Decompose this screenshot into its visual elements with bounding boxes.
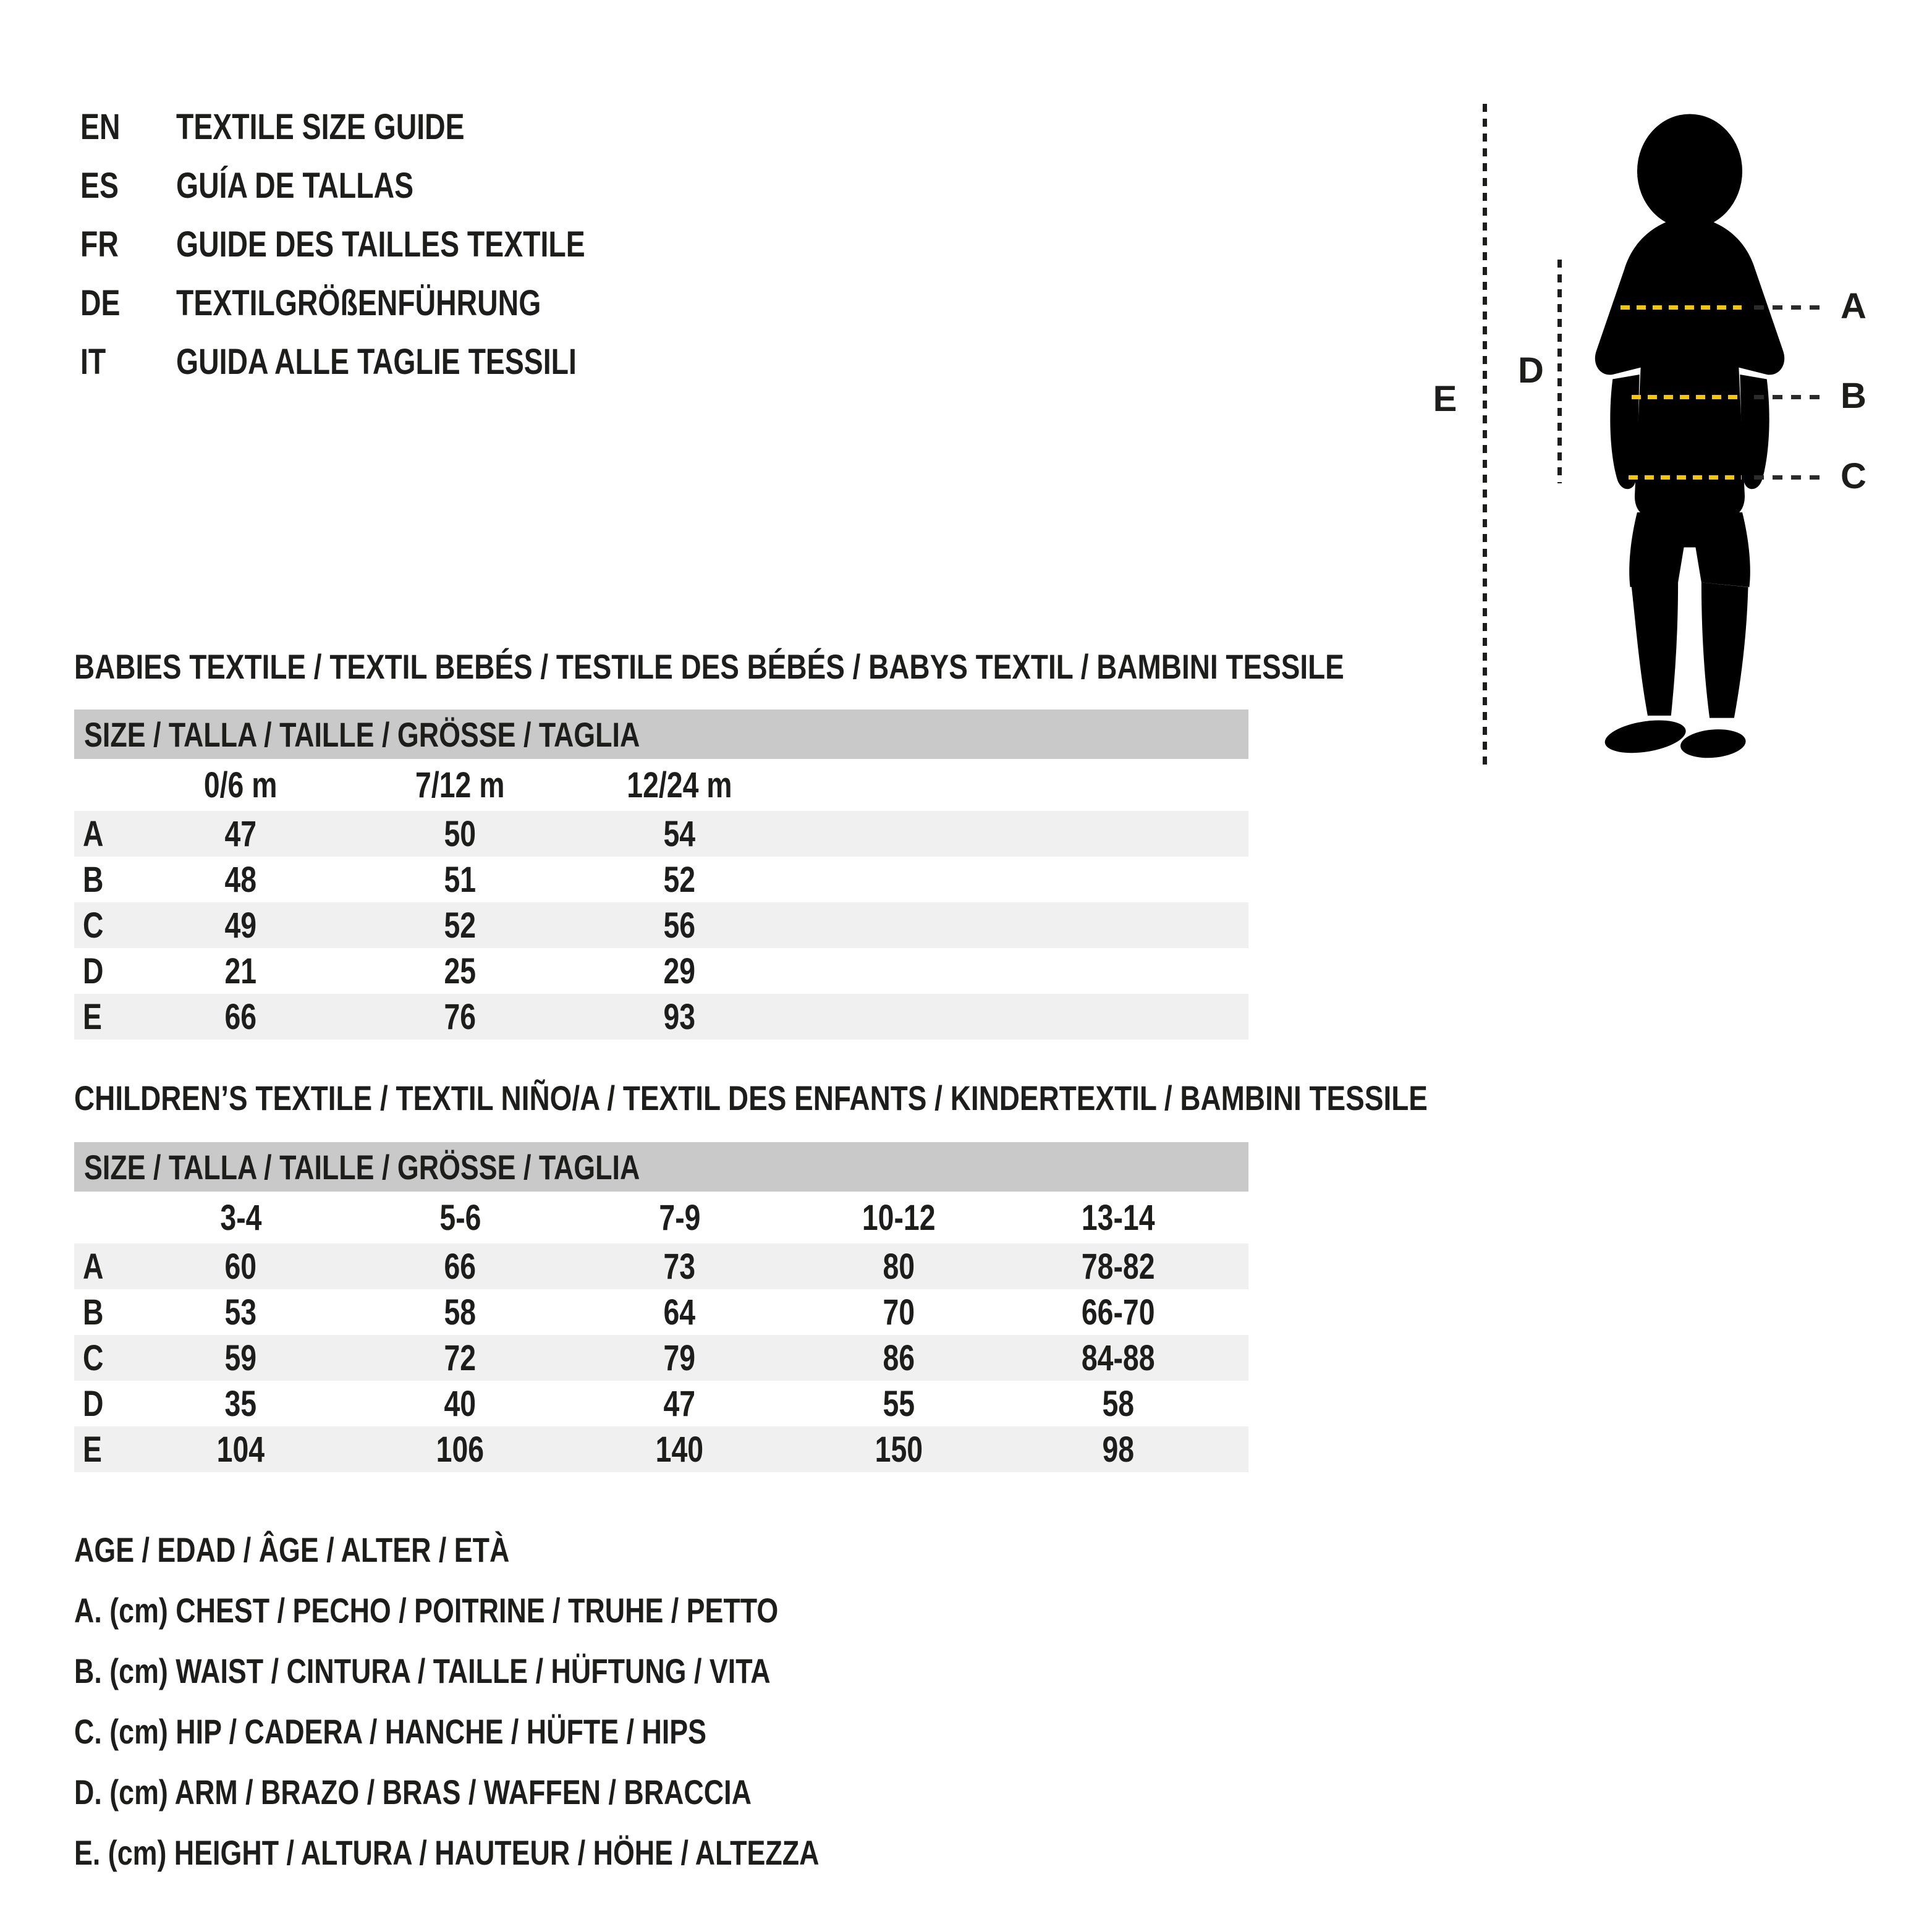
measure-label-d: D [1518,350,1544,391]
cell-value: 86 [883,1337,915,1378]
legend-line-arm: D. (cm) ARM / BRAZO / BRAS / WAFFEN / BRACCIA [74,1772,752,1811]
column-header: 10-12 [862,1197,936,1238]
column-header: 13-14 [1082,1197,1155,1238]
cell-value: 104 [216,1429,265,1470]
cell-value: 70 [883,1292,915,1332]
cell-value: 66-70 [1082,1292,1155,1332]
table-row-e [74,1426,1248,1472]
cell-value: 52 [444,905,477,946]
column-header: 3-4 [219,1197,262,1238]
babies-section-title: BABIES TEXTILE / TEXTIL BEBÉS / TESTILE DES BÉBÉS / BABYS TEXTIL / BAMBINI TESSILE [74,647,1344,686]
lang-title: GUIDA ALLE TAGLIE TESSILI [176,342,577,382]
lang-code: DE [80,283,121,323]
measure-label-e: E [1433,379,1457,419]
table-row-a [74,1244,1248,1289]
lang-code: FR [80,224,119,265]
legend-line-hip: C. (cm) HIP / CADERA / HANCHE / HÜFTE / HIPS [74,1711,707,1751]
cell-value: 60 [224,1246,257,1287]
children-section-title: CHILDREN’S TEXTILE / TEXTIL NIÑO/A / TEXTIL DES ENFANTS / KINDERTEXTIL / BAMBINI TESSILE [74,1078,1428,1117]
lang-title: TEXTILE SIZE GUIDE [176,107,465,147]
cell-value: 64 [663,1292,696,1332]
cell-value: 50 [444,813,477,854]
babies-size-table [74,710,1248,1040]
cell-value: 150 [875,1429,923,1470]
cell-value: 21 [224,951,257,991]
table-row-a [74,811,1248,857]
table-row-d [74,1381,1248,1426]
cell-value: 59 [224,1337,257,1378]
lang-code: EN [80,107,121,147]
table-row-b [74,1289,1248,1335]
legend-line-height: E. (cm) HEIGHT / ALTURA / HAUTEUR / HÖHE / ALTEZZA [74,1832,820,1872]
column-header: 7-9 [658,1197,701,1238]
cell-value: 80 [883,1246,915,1287]
cell-value: 79 [663,1337,696,1378]
cell-value: 55 [883,1383,915,1424]
legend-line-age: AGE / EDAD / ÂGE / ALTER / ETÀ [74,1530,510,1569]
column-header: 12/24 m [627,765,732,805]
arm-measure-line [1557,260,1562,483]
children-size-table [74,1142,1248,1472]
size-header-bar: SIZE / TALLA / TAILLE / GRÖSSE / TAGLIA [74,710,1248,759]
table-row-b [74,857,1248,902]
chest-measure-dash-yellow [1621,305,1742,310]
row-label: C [83,905,104,946]
children-column-headers [74,1192,1248,1244]
cell-value: 73 [663,1246,696,1287]
cell-value: 54 [663,813,696,854]
row-label: E [83,996,102,1037]
cell-value: 47 [224,813,257,854]
measurement-legend [74,1519,1006,1883]
cell-value: 35 [224,1383,257,1424]
lang-code: ES [80,166,119,206]
cell-value: 76 [444,996,477,1037]
cell-value: 56 [663,905,696,946]
legend-line-waist: B. (cm) WAIST / CINTURA / TAILLE / HÜFTUNG / VITA [74,1651,771,1690]
cell-value: 58 [1102,1383,1135,1424]
lang-code: IT [80,342,106,382]
size-header-bar: SIZE / TALLA / TAILLE / GRÖSSE / TAGLIA [74,1142,1248,1192]
babies-column-headers [74,759,1248,811]
cell-value: 51 [444,859,477,900]
cell-value: 58 [444,1292,477,1332]
cell-value: 66 [224,996,257,1037]
cell-value: 25 [444,951,477,991]
cell-value: 106 [436,1429,485,1470]
chest-measure-dash-dark [1754,305,1826,310]
row-label: D [83,951,104,991]
waist-measure-dash-yellow [1632,395,1740,399]
cell-value: 47 [663,1383,696,1424]
column-header: 7/12 m [415,765,505,805]
measure-label-b: B [1841,376,1866,416]
row-label: E [83,1429,102,1470]
lang-title: GUÍA DE TALLAS [176,166,414,206]
row-label: D [83,1383,104,1424]
row-label: C [83,1337,104,1378]
measure-label-c: C [1841,456,1866,496]
cell-value: 53 [224,1292,257,1332]
cell-value: 98 [1102,1429,1135,1470]
hip-measure-dash-dark [1754,475,1826,480]
table-row-e [74,994,1248,1040]
table-row-c [74,902,1248,948]
row-label: B [83,1292,104,1332]
cell-value: 49 [224,905,257,946]
legend-line-chest: A. (cm) CHEST / PECHO / POITRINE / TRUHE / PETTO [74,1590,779,1630]
cell-value: 66 [444,1246,477,1287]
row-label: A [83,813,104,854]
cell-value: 48 [224,859,257,900]
cell-value: 78-82 [1082,1246,1155,1287]
cell-value: 93 [663,996,696,1037]
table-row-d [74,948,1248,994]
cell-value: 40 [444,1383,477,1424]
row-label: B [83,859,104,900]
hip-measure-dash-yellow [1629,475,1742,480]
cell-value: 84-88 [1082,1337,1155,1378]
cell-value: 52 [663,859,696,900]
table-row-c [74,1335,1248,1381]
lang-title: TEXTILGRÖßENFÜHRUNG [176,283,541,323]
cell-value: 29 [663,951,696,991]
lang-title: GUIDE DES TAILLES TEXTILE [176,224,585,265]
waist-measure-dash-dark [1754,395,1826,399]
cell-value: 140 [655,1429,704,1470]
cell-value: 72 [444,1337,477,1378]
column-header: 0/6 m [204,765,278,805]
column-header: 5-6 [439,1197,481,1238]
measure-label-a: A [1841,286,1866,326]
row-label: A [83,1246,104,1287]
